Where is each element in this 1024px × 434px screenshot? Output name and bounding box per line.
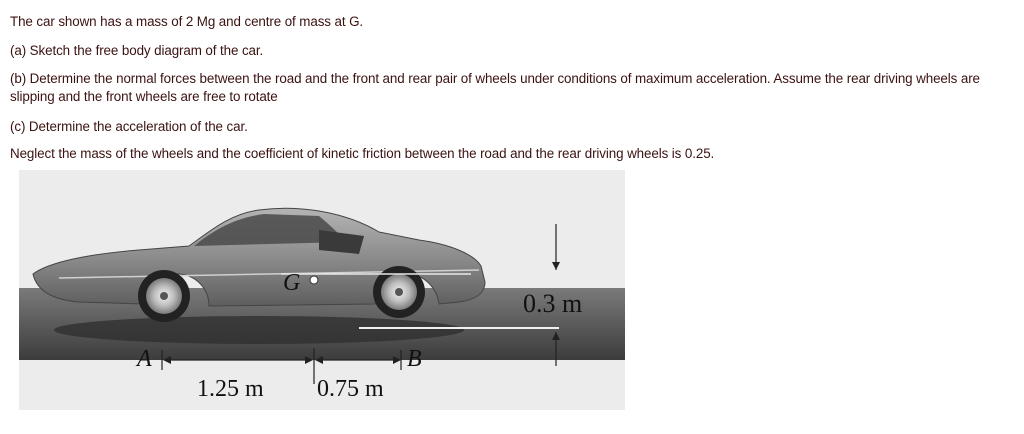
- part-a-text: (a) Sketch the free body diagram of the car.: [10, 43, 264, 58]
- dim-ag-label: 1.25 m: [197, 376, 264, 402]
- label-a: A: [137, 346, 152, 372]
- height-dim-top-arrow: [552, 262, 560, 270]
- part-b-text: (b) Determine the normal forces between the road and the front and rear pair of wheels under conditions of maximum acceleration. Assume the rear driving wheels are slipping and the front wheels are free to rotate: [10, 71, 980, 104]
- dim-gb-label: 0.75 m: [317, 376, 384, 402]
- part-c-text: (c) Determine the acceleration of the car.: [10, 119, 248, 134]
- label-b: B: [407, 346, 422, 372]
- problem-intro: The car shown has a mass of 2 Mg and centre of mass at G.: [10, 14, 364, 29]
- height-dim-label: 0.3 m: [523, 289, 583, 318]
- label-g: G: [283, 270, 301, 296]
- rear-wheel-center: [160, 292, 168, 300]
- car-diagram: [19, 170, 625, 410]
- car-shadow: [54, 316, 464, 344]
- assumption-note: Neglect the mass of the wheels and the coefficient of kinetic friction between the road and the rear driving wheels is 0.25.: [10, 146, 715, 161]
- car-figure: [19, 170, 625, 410]
- front-wheel-center: [395, 288, 403, 296]
- centre-of-mass-point: [310, 276, 318, 284]
